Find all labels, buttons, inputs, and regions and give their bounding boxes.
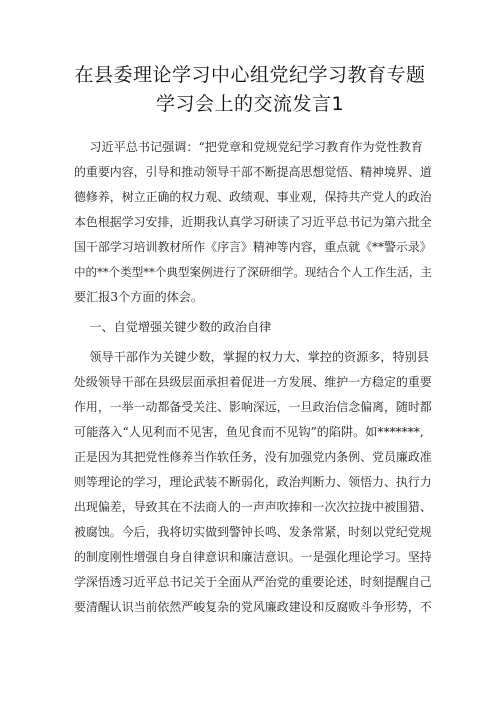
paragraph-line: 要清醒认识当前依然严峻复杂的党风廉政建设和反腐败斗争形势，不: [74, 600, 432, 614]
paragraph-line: 的制度刚性增强自身自律意识和廉洁意识。一是强化理论学习。坚持: [74, 550, 432, 564]
paragraph-line: 出现偏差，导致其在不法商人的一声声吹捧和一次次拉拢中被围猎、: [74, 500, 432, 514]
paragraph-line: 可能落入“人见利而不见害，鱼见食而不见钩”的陷阱。如*******,: [74, 425, 424, 439]
paragraph-line: 作用，一举一动都备受关注、影响深远，一旦政治信念偏离，随时都: [74, 400, 432, 414]
paragraph-line: 领导干部作为关键少数，掌握的权力大、掌控的资源多，特别县: [74, 350, 429, 364]
paragraph-line: 习近平总书记强调：“把党章和党规党纪学习教育作为党性教育: [74, 140, 423, 154]
paragraph-line: 则等理论的学习，理论武装不断弱化，政治判断力、领悟力、执行力: [74, 475, 432, 489]
paragraph-line: 处级领导干部在县级层面承担着促进一方发展、维护一方稳定的重要: [74, 375, 432, 389]
title-line-1: 在县委理论学习中心组党纪学习教育专题: [74, 64, 426, 86]
paragraph-line: 德修养，树立正确的权力观、政绩观、事业观，保持共产党人的政治: [74, 190, 432, 204]
title-line-2: 学习会上的交流发言1: [155, 93, 345, 115]
paragraph-line: 中的**个类型**个典型案例进行了深研细学。现结合个人工作生活，主: [74, 265, 432, 279]
paragraph-line: 要汇报3个方面的体会。: [74, 290, 203, 304]
paragraph-line: 国干部学习培训教材所作《序言》精神等内容，重点就《**警示录》: [74, 240, 432, 254]
section-heading: 一、自觉增强关键少数的政治自律: [74, 320, 272, 334]
paragraph-line: 的重要内容，引导和推动领导干部不断提高思想觉悟、精神境界、道: [74, 165, 432, 179]
paragraph-line: 学深悟透习近平总书记关于全面从严治党的重要论述，时刻提醒自己: [74, 575, 432, 589]
paragraph-line: 正是因为其把党性修养当作软任务，没有加强党内条例、党员廉政准: [74, 450, 432, 464]
paragraph-line: 本色根据学习安排，近期我认真学习研读了习近平总书记为第六批全: [74, 215, 432, 229]
paragraph-line: 被腐蚀。今后，我将切实做到警钟长鸣、发条常紧，时刻以党纪党规: [74, 525, 432, 539]
